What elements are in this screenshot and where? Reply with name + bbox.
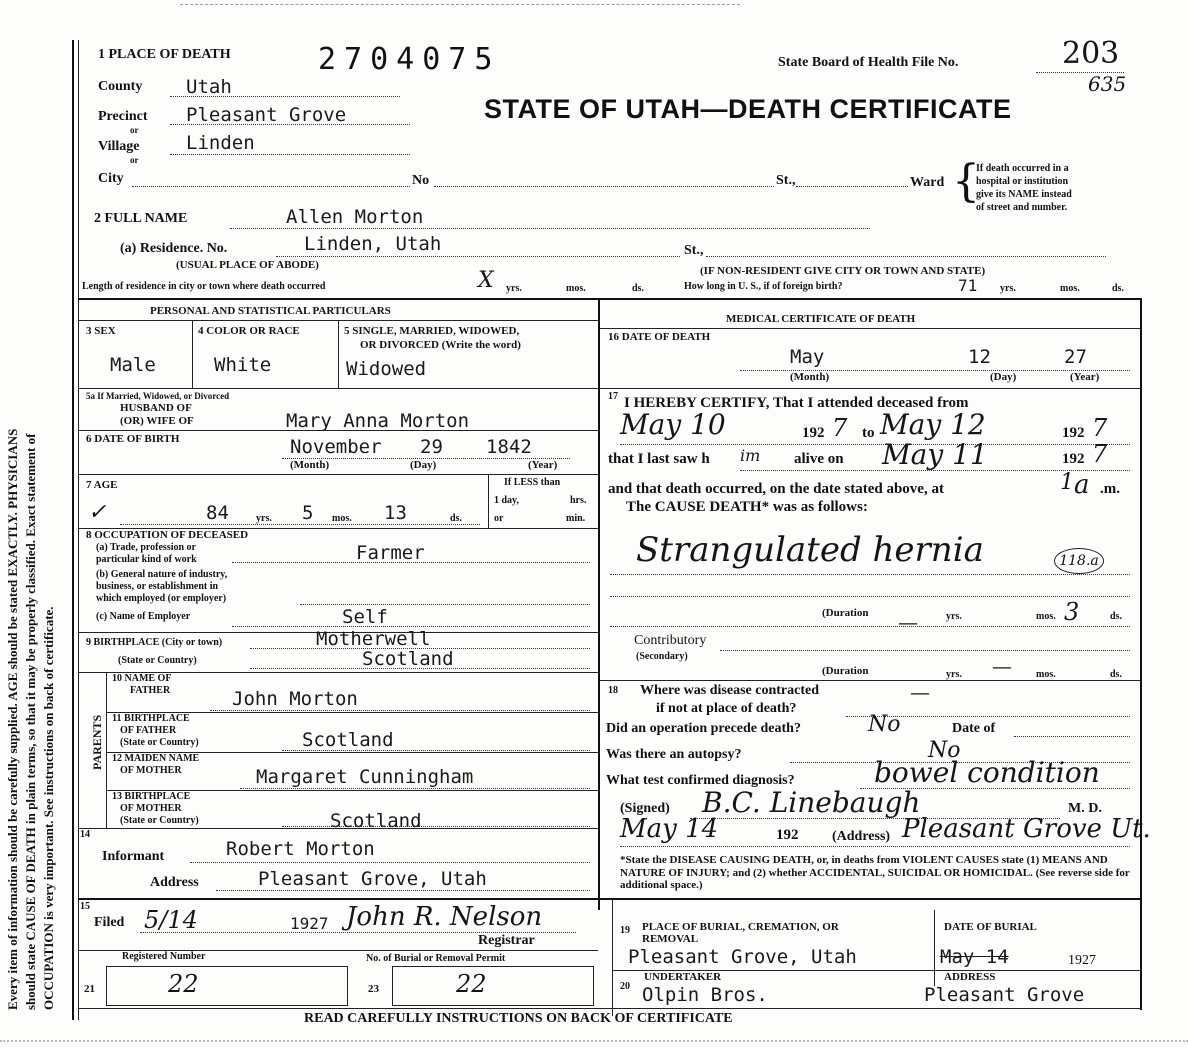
birth-label: 6 DATE OF BIRTH: [86, 433, 180, 445]
mother-birthplace: Scotland: [330, 810, 422, 832]
usual-abode-label: (USUAL PLACE OF ABODE): [176, 259, 319, 271]
county-value: Utah: [186, 76, 232, 98]
operation-label: Did an operation precede death?: [606, 721, 801, 736]
burial-permit-number: 22: [456, 970, 487, 998]
death-date-label: 16 DATE OF DEATH: [608, 331, 711, 343]
birthplace-label: 9 BIRTHPLACE (City or town): [86, 637, 223, 648]
marital-label-2: OR DIVORCED (Write the word): [360, 339, 521, 351]
certificate-number: 2704075: [318, 42, 501, 77]
marital-value: Widowed: [346, 358, 427, 380]
undertaker-label: UNDERTAKER: [644, 971, 722, 983]
hospital-note-3: give its NAME instead: [976, 189, 1072, 200]
birth-month: November: [290, 436, 382, 458]
undertaker-address: Pleasant Grove: [924, 984, 1085, 1006]
registrar-label: Registrar: [478, 933, 535, 948]
file-number-label: State Board of Health File No.: [778, 55, 959, 70]
informant-label: Informant: [102, 849, 165, 864]
age-months: 5: [302, 502, 314, 524]
no-label: No: [412, 173, 430, 188]
signature: B.C. Linebaugh: [702, 786, 921, 819]
frame-left: [72, 40, 74, 1020]
county-label: County: [98, 79, 143, 94]
age-label: 7 AGE: [86, 479, 118, 491]
cause-label: The CAUSE DEATH* was as follows:: [626, 499, 868, 515]
filed-label: Filed: [94, 915, 125, 930]
burial-date-label: DATE OF BURIAL: [944, 921, 1037, 933]
length-residence-label: Length of residence in city or town where death occurred: [82, 281, 326, 292]
occupation-label: 8 OCCUPATION OF DECEASED: [86, 529, 249, 541]
burial-place: Pleasant Grove, Utah: [628, 946, 857, 968]
informant-address-label: Address: [150, 875, 199, 890]
sidebar-line-2: should state CAUSE OF DEATH in plain terms, so that it may be properly classified. Exact statement of: [23, 433, 38, 1010]
how-long-us-value: 71: [958, 276, 978, 295]
filed-date: 5/14: [144, 906, 198, 934]
residence-value: Linden, Utah: [304, 233, 442, 255]
sex-value: Male: [110, 354, 156, 376]
spouse-label-2: HUSBAND OF: [120, 402, 192, 414]
mother-value: Margaret Cunningham: [256, 766, 474, 788]
undertaker-value: Olpin Bros.: [642, 984, 768, 1006]
spouse-label-3: (OR) WIFE OF: [120, 415, 194, 427]
cause-instruction-note: *State the DISEASE CAUSING DEATH, or, in deaths from VIOLENT CAUSES state (1) MEANS AND NATURE OF INJURY; and (2) whether ACCIDENTAL, SUICIDAL OR HOMICIDAL. (See reverse side for additional space.): [620, 854, 1130, 892]
how-long-us-label: How long in U. S., if of foreign birth?: [684, 281, 843, 292]
spouse-label-1: 5a If Married, Widowed, or Divorced: [86, 391, 230, 401]
duration-months: 3: [1064, 598, 1080, 626]
birth-year: 1842: [486, 436, 532, 458]
personal-header: PERSONAL AND STATISTICAL PARTICULARS: [150, 305, 391, 317]
death-day: 12: [968, 346, 991, 368]
ward-label: Ward: [910, 175, 945, 190]
father-value: John Morton: [232, 688, 358, 710]
death-month: May: [790, 346, 825, 368]
contracted-label: Where was disease contracted: [640, 683, 819, 698]
street-label: St.,: [776, 173, 796, 188]
village-value: Linden: [186, 132, 255, 154]
marital-label: 5 SINGLE, MARRIED, WIDOWED,: [344, 325, 520, 337]
medical-header: MEDICAL CERTIFICATE OF DEATH: [726, 313, 916, 325]
informant-value: Robert Morton: [226, 838, 375, 860]
frame-right: [1140, 300, 1142, 1010]
file-number-sub: 635: [1088, 72, 1127, 96]
sidebar-line-1: Every item of information should be carefully supplied. AGE should be stated EXACTLY. PHYSICIANS: [5, 428, 20, 1010]
signed-label: (Signed): [620, 801, 670, 816]
cause-code: 118.a: [1054, 548, 1104, 574]
village-label: Village: [98, 139, 140, 154]
length-residence-value: X: [478, 268, 494, 293]
death-time: 1: [1060, 470, 1074, 495]
place-of-death-label: 1 PLACE OF DEATH: [98, 47, 231, 62]
birthplace-country: Scotland: [362, 648, 454, 670]
attended-to: May 12: [880, 408, 986, 441]
cause-value: Strangulated hernia: [636, 530, 984, 570]
residence-label: (a) Residence. No.: [120, 241, 228, 256]
certify-text: I HEREBY CERTIFY, That I attended deceased from: [624, 395, 969, 411]
certificate-title: STATE OF UTAH—DEATH CERTIFICATE: [484, 94, 1012, 124]
attended-from: May 10: [620, 408, 726, 441]
birthplace-state-label: (State or Country): [118, 655, 197, 666]
last-saw-date: May 11: [882, 438, 988, 471]
age-check: ✓: [88, 500, 107, 525]
footer-instructions: READ CAREFULLY INSTRUCTIONS ON BACK OF CERTIFICATE: [304, 1011, 733, 1026]
non-resident-label: (IF NON-RESIDENT GIVE CITY OR TOWN AND STATE): [700, 265, 986, 277]
registered-number: 22: [168, 970, 199, 998]
sidebar-line-3: OCCUPATION is very important. See instructions on back of certificate.: [41, 606, 56, 1010]
residence-street-label: St.,: [684, 243, 704, 258]
last-saw-label: that I last saw h: [608, 451, 710, 467]
burial-place-label: PLACE OF BURIAL, CREMATION, OR: [642, 921, 839, 933]
employer-value: Self: [342, 606, 388, 628]
city-label: City: [98, 171, 124, 186]
color-label: 4 COLOR OR RACE: [198, 325, 300, 337]
hospital-note-1: If death occurred in a: [976, 163, 1069, 174]
precinct-label: Precinct: [98, 109, 148, 124]
full-name-label: 2 FULL NAME: [94, 211, 188, 226]
burial-year: 1927: [1068, 953, 1096, 968]
autopsy-value: No: [928, 738, 961, 763]
birth-day: 29: [420, 436, 443, 458]
test-label: What test confirmed diagnosis?: [606, 773, 795, 788]
instructions-sidebar: [0, 0, 60, 1048]
frame-left-inner: [78, 40, 79, 1020]
burial-date: May 14: [940, 946, 1009, 968]
employer-label: (c) Name of Employer: [96, 611, 191, 622]
hospital-note-2: hospital or institution: [976, 176, 1069, 187]
informant-address: Pleasant Grove, Utah: [258, 868, 487, 890]
test-value: bowel condition: [874, 756, 1100, 789]
age-days: 13: [384, 502, 407, 524]
autopsy-label: Was there an autopsy?: [606, 747, 742, 762]
age-years: 84: [206, 502, 229, 524]
precinct-value: Pleasant Grove: [186, 104, 347, 126]
occurred-label: and that death occurred, on the date stated above, at: [608, 481, 944, 497]
father-birthplace: Scotland: [302, 729, 394, 751]
registered-number-label: Registered Number: [122, 951, 206, 962]
burial-permit-label: No. of Burial or Removal Permit: [366, 953, 506, 964]
file-number: 203: [1062, 36, 1120, 71]
death-year: 27: [1064, 346, 1087, 368]
top-edge-marks: [180, 4, 740, 15]
full-name-value: Allen Morton: [286, 206, 424, 228]
operation-value: No: [868, 712, 901, 737]
registrar-signature: John R. Nelson: [346, 902, 543, 932]
signed-date: May 14: [620, 814, 719, 844]
physician-address: Pleasant Grove Ut.: [902, 814, 1151, 844]
spouse-value: Mary Anna Morton: [286, 410, 470, 432]
undertaker-address-label: ADDRESS: [944, 971, 996, 983]
birthplace-city: Motherwell: [316, 628, 431, 650]
hospital-note-4: of street and number.: [976, 202, 1068, 213]
column-divider: [598, 300, 600, 910]
contributory-label: Contributory: [634, 633, 707, 648]
color-value: White: [214, 354, 272, 376]
bottom-edge-marks: [0, 1040, 1188, 1042]
sex-label: 3 SEX: [86, 325, 116, 337]
parents-label: PARENTS: [90, 714, 104, 770]
occupation-value: Farmer: [356, 542, 425, 564]
filed-year: 1927: [290, 914, 329, 933]
